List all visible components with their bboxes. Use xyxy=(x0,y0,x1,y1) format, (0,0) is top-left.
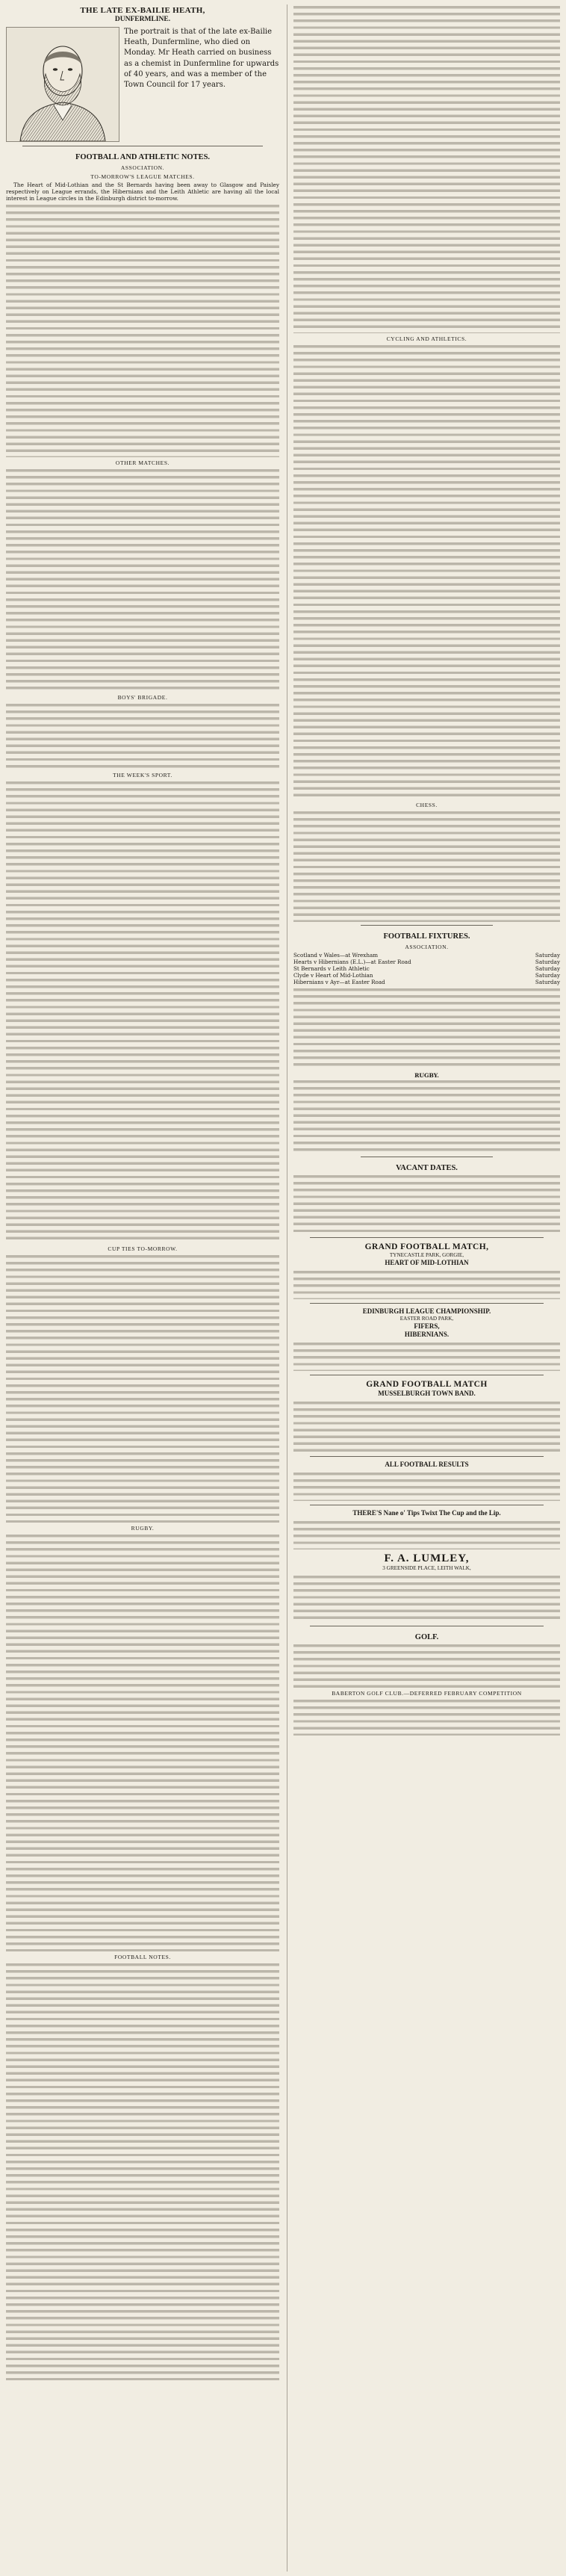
article-paragraph: The Heart of Mid-Lothian and the St Bernards having been away to Glasgow and Paisley respectively on League errands, the Hibernians and the Leith Athletic are having all the local interest in League circles in the Edinburgh district to-morrow. xyxy=(6,182,279,202)
advert-text xyxy=(293,1400,560,1452)
association-heading: ASSOCIATION. xyxy=(120,164,165,171)
article-body-text xyxy=(6,780,279,1243)
obituary-lead: The portrait is that of the late ex-Bailie Heath, Dunfermline, who died on Monday. Mr Heath carried on business as a chemist in Dunfermline for upwards of 40 years, and was a member of the Town Council for 17 years. xyxy=(124,28,279,90)
obituary-block xyxy=(6,27,279,142)
fixture-list-text xyxy=(293,987,560,1069)
rugby-heading: RUGBY. xyxy=(131,1525,155,1532)
article-body-text xyxy=(6,468,279,692)
baberton-heading: BABERTON GOLF CLUB.—DEFERRED FEBRUARY COMPETITION xyxy=(332,1690,522,1697)
advert-text xyxy=(293,1520,560,1549)
advert-grand-match: GRAND FOOTBALL MATCH, TYNECASTLE PARK, GORGIE, HEART OF MID-LOTHIAN xyxy=(364,1242,489,1267)
football-notes-title: FOOTBALL AND ATHLETIC NOTES. xyxy=(75,153,211,161)
fixture-row: Scotland v Wales—at Wrexham Saturday xyxy=(293,952,560,959)
advert-tips: THERE'S Nane o' Tips Twixt The Cup and the Lip. xyxy=(352,1509,501,1517)
rugby-fixtures-heading: RUGBY. xyxy=(414,1072,439,1079)
advert-musselburgh: GRAND FOOTBALL MATCH MUSSELBURGH TOWN BAND. xyxy=(366,1380,488,1398)
divider xyxy=(310,1456,544,1457)
article-body-text xyxy=(6,203,279,457)
article-body-text xyxy=(293,1698,560,1736)
article-body-text xyxy=(6,1962,279,2380)
football-notes-heading: FOOTBALL NOTES. xyxy=(114,1954,171,1961)
portrait-engraving-icon xyxy=(6,27,119,142)
fixture-row: Hearts v Hibernians (E.L.)—at Easter Road Saturday xyxy=(293,959,560,965)
fixture-row: Clyde v Heart of Mid-Lothian Saturday xyxy=(293,972,560,979)
golf-heading: GOLF. xyxy=(414,1633,439,1642)
advert-text xyxy=(293,1471,560,1501)
article-body-text xyxy=(6,702,279,770)
boys-brigade-heading: BOYS' BRIGADE. xyxy=(117,694,168,702)
article-body-text xyxy=(293,344,560,799)
advert-league-championship: EDINBURGH LEAGUE CHAMPIONSHIP. EASTER ROAD PARK, FIFERS, HIBERNIANS. xyxy=(362,1307,491,1339)
league-heading: TO-MORROW'S LEAGUE MATCHES. xyxy=(90,173,195,180)
advert-text xyxy=(293,1341,560,1371)
other-matches-heading: OTHER MATCHES. xyxy=(115,459,170,467)
fixture-row: Hibernians v Ayr—at Easter Road Saturday xyxy=(293,979,560,985)
fixture-list-text xyxy=(293,1079,560,1154)
divider xyxy=(310,1303,544,1304)
vacant-dates-heading: VACANT DATES. xyxy=(396,1164,458,1173)
article-body-text xyxy=(6,1533,279,1951)
divider xyxy=(310,1237,544,1238)
left-column xyxy=(6,4,279,2572)
right-column xyxy=(287,4,560,2572)
cup-ties-heading: CUP TIES TO-MORROW. xyxy=(108,1245,178,1253)
article-body-text xyxy=(293,4,560,333)
obituary-title: THE LATE EX-BAILIE HEATH, xyxy=(80,6,205,15)
obituary-subtitle: DUNFERMLINE. xyxy=(114,16,171,23)
fixtures-subheading: ASSOCIATION. xyxy=(405,944,449,950)
article-body-text xyxy=(293,1643,560,1688)
chess-heading: CHESS. xyxy=(416,802,438,808)
article-body-text xyxy=(6,1254,279,1523)
advert-text xyxy=(293,1574,560,1622)
divider xyxy=(361,925,493,926)
cycling-heading: CYCLING AND ATHLETICS. xyxy=(386,335,467,342)
advert-text xyxy=(293,1269,560,1299)
week-sport-heading: THE WEEK'S SPORT. xyxy=(113,772,172,779)
article-body-text xyxy=(293,1174,560,1233)
fixture-row: St Bernards v Leith Athletic Saturday xyxy=(293,965,560,972)
advert-lumley: F. A. LUMLEY, 3 GREENSIDE PLACE, LEITH WALK, xyxy=(382,1552,471,1572)
article-body-text xyxy=(293,810,560,922)
fixtures-list xyxy=(293,952,560,985)
advert-results: ALL FOOTBALL RESULTS xyxy=(385,1461,469,1469)
fixtures-heading: FOOTBALL FIXTURES. xyxy=(383,932,470,941)
